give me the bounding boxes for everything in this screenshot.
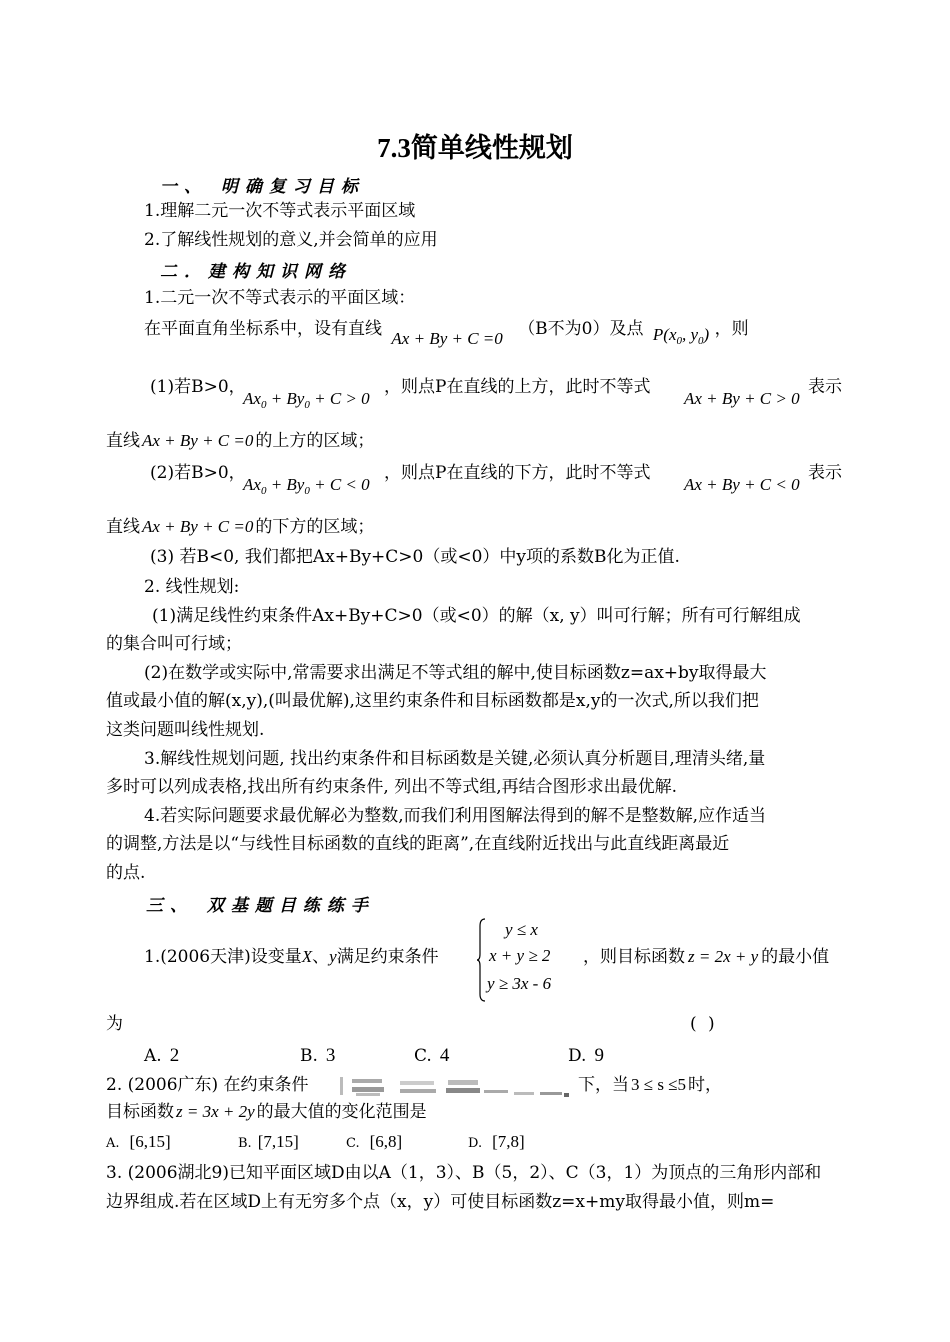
knowledge-2-1-line-2: 的集合叫可行域； [106, 634, 242, 654]
case-1-inequality-2: Ax + By + C > 0 [684, 389, 800, 408]
question-1-line-2: 为 [106, 1014, 123, 1034]
knowledge-2-2-line-2: 值或最小值的解(x,y),(叫最优解),这里约束条件和目标函数都是x,y的一次式,所以我们把 [106, 691, 759, 711]
q1-option-a: A. 2 [144, 1045, 180, 1066]
case-1-end: 表示 [808, 377, 842, 397]
q1-option-b: B. 3 [300, 1045, 336, 1066]
blurred-constraint-image [338, 1073, 570, 1099]
case-1-text: ，则点P在直线的上方，此时不等式 [384, 377, 651, 397]
constraint-2: x + y ≥ 2 [489, 946, 551, 965]
question-2-line-1b: 下，当 3 ≤ s ≤5 时， [578, 1075, 723, 1095]
knowledge-3-line-1: 3.解线性规划问题, 找出约束条件和目标函数是关键,必须认真分析题目,理清头绪,量 [144, 749, 766, 769]
knowledge-2-2-line-1: (2)在数学或实际中,常需要求出满足不等式组的解中,使目标函数z=ax+by取得最大 [144, 663, 767, 683]
question-2-line-1a: 2. (2006广东) 在约束条件 [106, 1075, 309, 1095]
case-2-prefix: (2)若B>0， [150, 463, 246, 483]
case-2-inequality: $Ax_0 + By_0 + C < 0$ [243, 475, 370, 497]
goal-1: 1.理解二元一次不等式表示平面区域 [144, 201, 416, 221]
knowledge-1-line: 在平面直角坐标系中，设有直线 Ax + By + C =0 （B不为0）及点 $P(x_0$, $y_0$) ，则 [144, 319, 749, 348]
case-2-line-2: 直线 Ax + By + C =0 的下方的区域； [106, 517, 375, 537]
page-title: 7.3简单线性规划 [377, 133, 573, 163]
question-1-line: 1.(2006天津)设变量X、y满足约束条件 [144, 947, 439, 967]
case-3: (3) 若B<0, 我们都把Ax+By+C>0（或<0）中y项的系数B化为正值. [150, 547, 680, 567]
q1-option-d: D. 9 [568, 1045, 604, 1066]
left-brace-icon [476, 918, 486, 1002]
section-heading-1: 一、 明确复习目标 [160, 177, 365, 197]
knowledge-2-title: 2. 线性规划: [144, 577, 240, 597]
question-3-line-1: 3. (2006湖北9)已知平面区域D由以A（1，3）、B（5，2）、C（3，1）为顶点的三角形内部和 [106, 1163, 822, 1183]
q1-option-c: C. 4 [414, 1045, 450, 1066]
knowledge-3-line-2: 多时可以列成表格,找出所有约束条件, 列出不等式组,再结合图形求出最优解. [106, 777, 678, 797]
q2-option-d: D. [7,8] [468, 1132, 525, 1151]
knowledge-4-line-3: 的点. [106, 863, 146, 883]
section-heading-2: 二．建构知识网络 [160, 262, 352, 282]
section-heading-3: 三、 双基题目练练手 [146, 896, 375, 916]
question-3-line-2: 边界组成.若在区域D上有无穷多个点（x，y）可使目标函数z=x+my取得最小值，则m= [106, 1192, 775, 1212]
q2-option-b: B. [7,15] [238, 1132, 299, 1151]
question-1-objective: ，则目标函数 z = 2x + y 的最小值 [583, 947, 830, 967]
case-1-prefix: (1)若B>0， [150, 377, 246, 397]
q2-option-a: A. [6,15] [106, 1132, 171, 1151]
constraint-3: y ≥ 3x - 6 [487, 974, 552, 993]
question-2-line-2: 目标函数 z = 3x + 2y 的最大值的变化范围是 [106, 1102, 427, 1122]
line-equation: Ax + By + C =0 [391, 329, 503, 348]
point-p: $P(x_0$, $y_0$) [652, 325, 710, 347]
knowledge-4-line-2: 的调整,方法是以“与线性目标函数的直线的距离”,在直线附近找出与此直线距离最近 [106, 834, 730, 854]
answer-blank: ( ) [690, 1014, 715, 1034]
case-1-line-2: 直线 Ax + By + C =0 的上方的区域； [106, 431, 375, 451]
q2-option-c: C. [6,8] [346, 1132, 403, 1151]
knowledge-1-title: 1.二元一次不等式表示的平面区域： [144, 288, 416, 308]
goal-2: 2.了解线性规划的意义,并会简单的应用 [144, 230, 438, 250]
case-2-end: 表示 [808, 463, 842, 483]
case-1-inequality: $Ax_0 + By_0 + C > 0$ [243, 389, 370, 411]
case-2-text: ，则点P在直线的下方，此时不等式 [384, 463, 651, 483]
constraint-1: y ≤ x [505, 920, 538, 939]
knowledge-2-2-line-3: 这类问题叫线性规划. [106, 720, 265, 740]
case-2-inequality-2: Ax + By + C < 0 [684, 475, 800, 494]
knowledge-4-line-1: 4.若实际问题要求最优解必为整数,而我们利用图解法得到的解不是整数解,应作适当 [144, 806, 767, 826]
knowledge-2-1-line-1: (1)满足线性约束条件Ax+By+C>0（或<0）的解（x, y）叫可行解；所有可行解组成 [152, 606, 801, 626]
